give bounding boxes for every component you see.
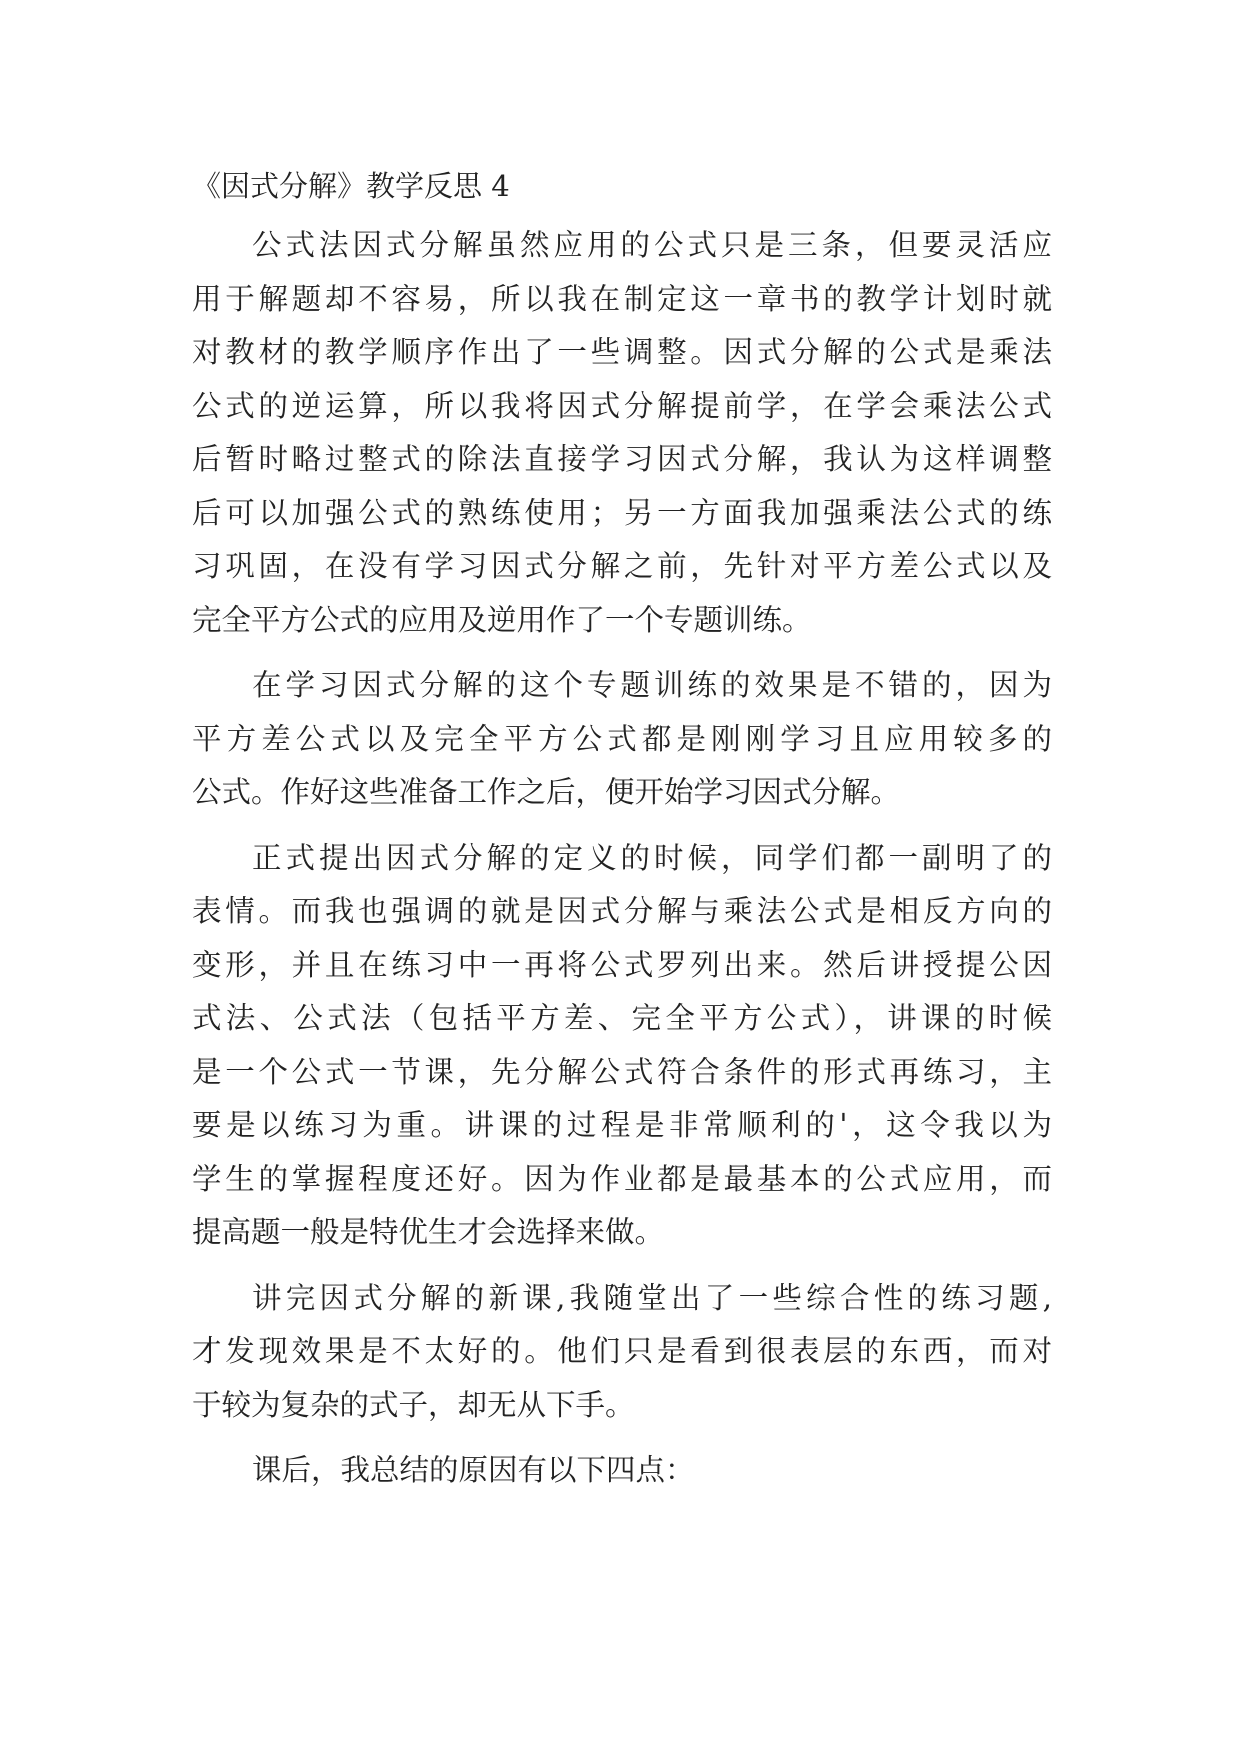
text-line: 学生的掌握程度还好。因为作业都是最基本的公式应用，而 (192, 1161, 1052, 1196)
text-line: 正式提出因式分解的定义的时候，同学们都一副明了的 (252, 840, 1052, 875)
text-line: 在学习因式分解的这个专题训练的效果是不错的，因为 (252, 668, 1052, 702)
text-line: 用于解题却不容易，所以我在制定这一章书的教学计划时就 (192, 281, 1052, 316)
text-line: 变形，并且在练习中一再将公式罗列出来。然后讲授提公因 (192, 947, 1052, 982)
text-line: 公式的逆运算，所以我将因式分解提前学，在学会乘法公式 (192, 388, 1052, 423)
document-body (192, 163, 1052, 1510)
text-line: 表情。而我也强调的就是因式分解与乘法公式是相反方向的 (192, 894, 1052, 928)
text-line: 要是以练习为重。讲课的过程是非常顺利的'，这令我以为 (192, 1108, 1052, 1142)
text-line: 讲完因式分解的新课,我随堂出了一些综合性的练习题, (252, 1280, 1052, 1315)
text-line: 才发现效果是不太好的。他们只是看到很表层的东西，而对 (192, 1334, 1052, 1368)
paragraph-5 (192, 1444, 1052, 1498)
text-line: 平方差公式以及完全平方公式都是刚刚学习且应用较多的 (192, 721, 1052, 756)
paragraph-2 (192, 659, 1052, 820)
text-line: 习巩固，在没有学习因式分解之前，先针对平方差公式以及 (192, 549, 1052, 583)
document-title: 《因式分解》教学反思 4 (192, 169, 510, 203)
text-line: 公式。作好这些准备工作之后，便开始学习因式分解。 (192, 775, 901, 809)
text-line: 后可以加强公式的熟练使用；另一方面我加强乘法公式的练 (192, 495, 1052, 530)
paragraph-3 (192, 832, 1052, 1260)
paragraph-4 (192, 1272, 1052, 1433)
paragraph-1 (192, 219, 1052, 647)
text-line: 课后，我总结的原因有以下四点： (252, 1453, 695, 1487)
text-line: 于较为复杂的式子，却无从下手。 (192, 1387, 635, 1422)
text-line: 后暂时略过整式的除法直接学习因式分解，我认为这样调整 (192, 442, 1052, 476)
text-line: 提高题一般是特优生才会选择来做。 (192, 1215, 665, 1249)
text-line: 公式法因式分解虽然应用的公式只是三条，但要灵活应 (252, 228, 1052, 262)
text-line: 对教材的教学顺序作出了一些调整。因式分解的公式是乘法 (192, 335, 1052, 369)
text-line: 是一个公式一节课，先分解公式符合条件的形式再练习，主 (192, 1054, 1052, 1089)
text-line: 完全平方公式的应用及逆用作了一个专题训练。 (192, 602, 812, 637)
text-line: 式法、公式法（包括平方差、完全平方公式），讲课的时候 (192, 1001, 1052, 1035)
